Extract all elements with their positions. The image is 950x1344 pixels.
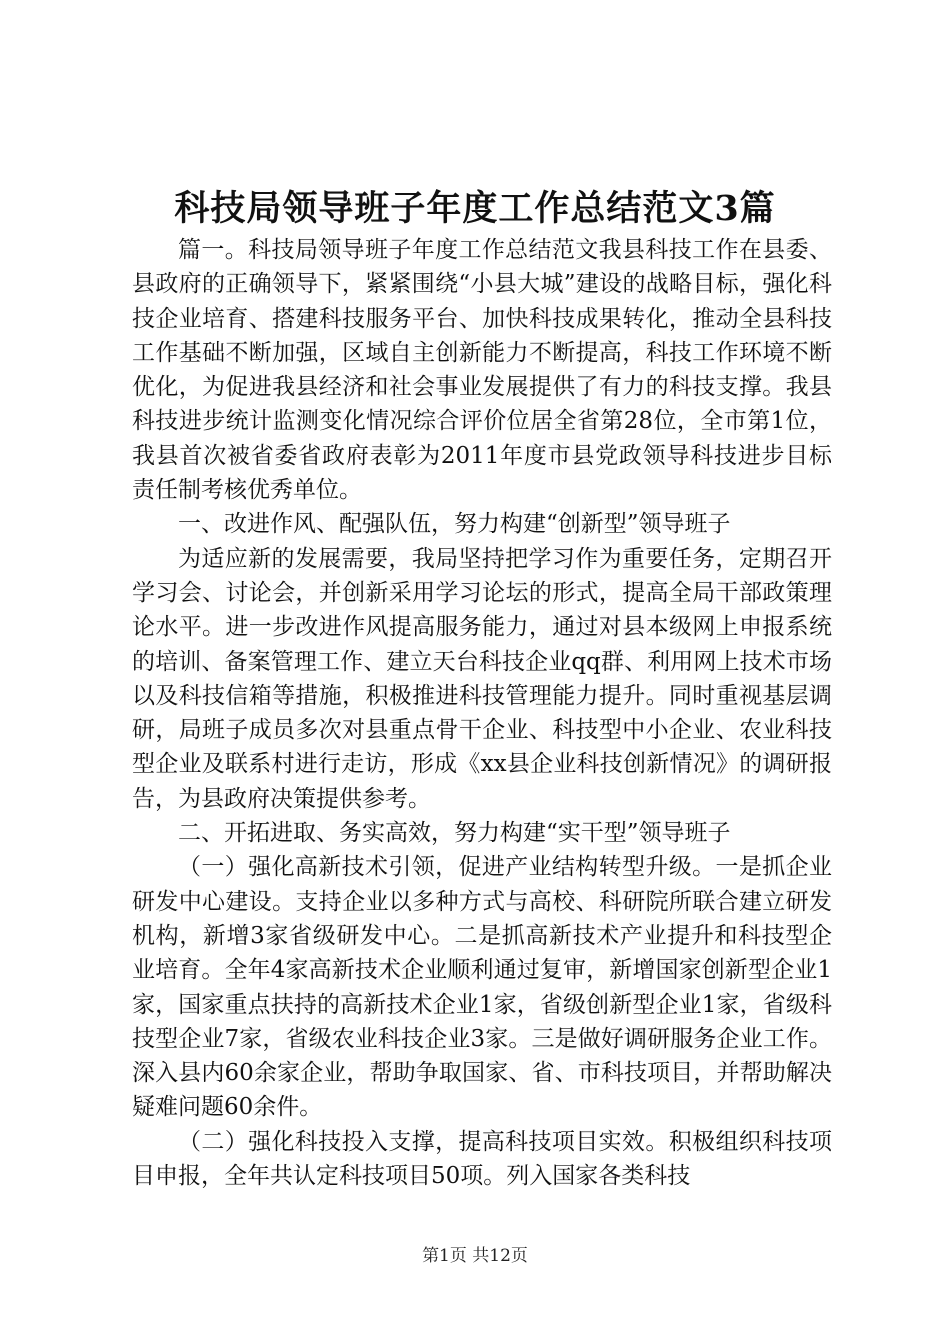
page-footer: 第1页 共12页	[422, 1246, 528, 1266]
document-title: 科技局领导班子年度工作总结范文3篇	[174, 188, 776, 229]
section-heading-2: 二、开拓进取、务实高效，努力构建“实干型”领导班子	[178, 820, 731, 847]
document-body	[132, 233, 832, 1193]
subsection-1-paragraph: （一）强化高新技术引领，促进产业结构转型升级。一是抓企业研发中心建设。支持企业以多种方式与高校、科研院所联合建立研发机构，新增3家省级研发中心。二是抓高新技术产业提升和科技型企业培育。全年4家高新技术企业顺利通过复审，新增国家创新型企业1家，国家重点扶持的高新技术企业1家，省级创新型企业1家，省级科技型企业7家，省级农业科技企业3家。三是做好调研服务企业工作。深入县内60余家企业，帮助争取国家、省、市科技项目，并帮助解决疑难问题60余件。	[132, 854, 832, 1121]
subsection-2-paragraph: （二）强化科技投入支撑，提高科技项目实效。积极组织科技项目申报，全年共认定科技项目50项。列入国家各类科技	[132, 1128, 832, 1190]
section-1-paragraph: 为适应新的发展需要，我局坚持把学习作为重要任务，定期召开学习会、讨论会，并创新采用学习论坛的形式，提高全局干部政策理论水平。进一步改进作风提高服务能力，通过对县本级网上申报系统的培训、备案管理工作、建立天台科技企业qq群、利用网上技术市场以及科技信箱等措施，积极推进科技管理能力提升。同时重视基层调研，局班子成员多次对县重点骨干企业、科技型中小企业、农业科技型企业及联系村进行走访，形成《xx县企业科技创新情况》的调研报告，为县政府决策提供参考。	[132, 545, 832, 812]
section-heading-1: 一、改进作风、配强队伍，努力构建“创新型”领导班子	[178, 511, 731, 538]
intro-paragraph: 篇一。科技局领导班子年度工作总结范文我县科技工作在县委、县政府的正确领导下，紧紧围绕“小县大城”建设的战略目标，强化科技企业培育、搭建科技服务平台、加快科技成果转化，推动全县科技工作基础不断加强，区域自主创新能力不断提高，科技工作环境不断优化，为促进我县经济和社会事业发展提供了有力的科技支撑。我县科技进步统计监测变化情况综合评价位居全省第28位，全市第1位，我县首次被省委省政府表彰为2011年度市县党政领导科技进步目标责任制考核优秀单位。	[132, 237, 832, 504]
